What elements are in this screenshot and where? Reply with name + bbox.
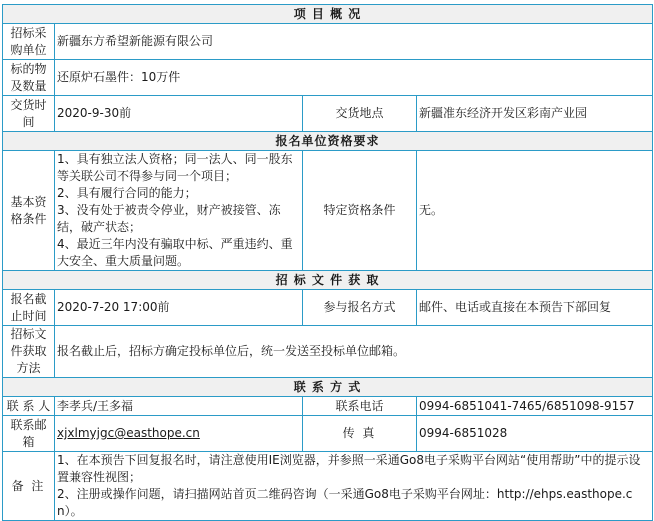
obtain-method-value: 报名截止后，招标方确定投标单位后，统一发送至投标单位邮箱。 [55,326,653,378]
fax-label: 传 真 [303,416,417,452]
section-header-document-acquisition: 招 标 文 件 获 取 [3,271,653,290]
method-value: 邮件、电话或直接在本预告下部回复 [417,290,653,326]
phone-value: 0994-6851041-7465/6851098-9157 [417,397,653,416]
delivery-place-label: 交货地点 [303,96,417,132]
qualification-item: 4、最近三年内没有骗取中标、严重违约、重大安全、重大质量问题。 [57,237,293,268]
remark-line: 2、注册或操作问题，请扫描网站首页二维码咨询（一采通Go8电子采购平台网址：http://ehps.easthope.cn）。 [57,487,633,518]
fax-value: 0994-6851028 [417,416,653,452]
qualification-item: 1、具有独立法人资格；同一法人、同一股东等关联公司不得参与同一个项目； [57,152,293,183]
subject-label: 标的物及数量 [3,60,55,96]
basic-qualification-label: 基本资格条件 [3,151,55,271]
remark-content [55,452,653,521]
remark-label: 备 注 [3,452,55,521]
subject-value: 还原炉石墨件：10万件 [55,60,653,96]
email-cell [55,416,303,452]
contact-person-value: 李孝兵/王多福 [55,397,303,416]
qualification-item: 2、具有履行合同的能力； [57,186,197,200]
remark-line: 1、在本预告下回复报名时，请注意使用IE浏览器，并参照一采通Go8电子采购平台网站“使用帮助”中的提示设置兼容性视图； [57,453,641,484]
delivery-time-label: 交货时间 [3,96,55,132]
procurement-notice [2,4,652,521]
obtain-method-label: 招标文件获取方法 [3,326,55,378]
special-qualification-value: 无。 [417,151,653,271]
method-label: 参与报名方式 [303,290,417,326]
special-qualification-label: 特定资格条件 [303,151,417,271]
buyer-label: 招标采购单位 [3,24,55,60]
section-header-qualification: 报名单位资格要求 [3,132,653,151]
qualification-item: 3、没有处于被责令停业，财产被接管、冻结，破产状态； [57,203,281,234]
section-header-project-overview: 项 目 概 况 [3,5,653,24]
delivery-place-value: 新疆准东经济开发区彩南产业园 [417,96,653,132]
buyer-value: 新疆东方希望新能源有限公司 [55,24,653,60]
deadline-value: 2020-7-20 17:00前 [55,290,303,326]
deadline-label: 报名截止时间 [3,290,55,326]
section-header-contact: 联 系 方 式 [3,378,653,397]
phone-label: 联系电话 [303,397,417,416]
contact-person-label: 联 系 人 [3,397,55,416]
delivery-time-value: 2020-9-30前 [55,96,303,132]
basic-qualification-list [55,151,303,271]
email-label: 联系邮箱 [3,416,55,452]
procurement-table [2,4,653,521]
email-link[interactable]: xjxlmyjgc@easthope.cn [57,426,200,440]
